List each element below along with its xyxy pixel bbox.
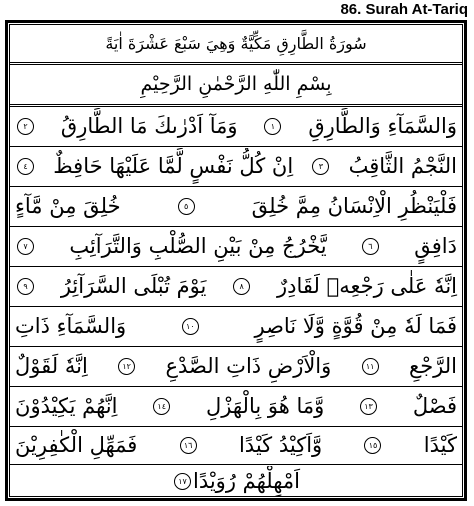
line-divider xyxy=(9,146,463,147)
verse-line-6: فَمَا لَهٗ مِنْ قُوَّةٍ وَّلَا نَاصِرٍ ١٠ وَالسَّمَآءِ ذَاتِ xyxy=(15,314,457,338)
ayah-number-marker: ١٠ xyxy=(182,318,199,335)
header-divider xyxy=(9,62,463,65)
ayah-number-marker: ١٤ xyxy=(153,398,170,415)
verse-line-2: النَّجْمُ الثَّاقِبُ ٣ اِنْ كُلُّ نَفْسٍ لَّمَّا عَلَيْهَا حَافِظٌ ٤ xyxy=(11,148,461,184)
ayah-number-marker: ٨ xyxy=(233,278,250,295)
verse-line-3: فَلْيَنْظُرِ الْاِنْسَانُ مِمَّ خُلِقَ ٥ خُلِقَ مِنْ مَّآءٍ xyxy=(15,194,457,218)
basmala-divider xyxy=(9,104,463,107)
line-divider xyxy=(9,226,463,227)
line-divider xyxy=(9,464,463,465)
verse-line-5: اِنَّهٗ عَلٰى رَجْعِهٖ لَقَادِرٌ ٨ يَوْمَ تُبْلَى السَّرَآئِرُ ٩ xyxy=(11,268,461,304)
ayah-number-marker: ٥ xyxy=(178,198,195,215)
ayah-number-marker: ٤ xyxy=(17,158,34,175)
ayah-number-marker: ١٦ xyxy=(180,437,197,454)
ayah-number-marker: ١٧ xyxy=(174,473,191,490)
ayah-number-marker: ١ xyxy=(264,118,281,135)
ayah-number-marker: ٢ xyxy=(17,118,34,135)
verse-line-1: وَالسَّمَآءِ وَالطَّارِقِ ١ وَمَآ اَدْرٰىكَ مَا الطَّارِقُ ٢ xyxy=(11,108,461,144)
verse-line-8: فَصْلٌ ١٣ وَّمَا هُوَ بِالْهَزْلِ ١٤ اِنَّهُمْ يَكِيْدُوْنَ xyxy=(15,394,457,418)
verse-line-7: الرَّجْعِ ١١ وَالْاَرْضِ ذَاتِ الصَّدْعِ ١٢ اِنَّهٗ لَقَوْلٌ xyxy=(15,354,457,378)
ayah-number-marker: ١٥ xyxy=(364,437,381,454)
line-divider xyxy=(9,266,463,267)
verse-line-10: اَمْهِلْهُمْ رُوَيْدًا ١٧ xyxy=(11,466,461,496)
surah-heading: سُورَةُ الطَّارِقِ مَكِّيَّةٌ وَهِيَ سَبْعَ عَشْرَةَ اٰيَةً xyxy=(105,33,367,53)
ayah-number-marker: ٩ xyxy=(17,278,34,295)
ayah-number-marker: ٧ xyxy=(17,238,34,255)
surah-title-label: 86. Surah At-Tariq xyxy=(340,1,468,18)
line-divider xyxy=(9,306,463,307)
ayah-number-marker: ٦ xyxy=(362,238,379,255)
ayah-number-marker: ١٣ xyxy=(360,398,377,415)
line-divider xyxy=(9,186,463,187)
ayah-number-marker: ٣ xyxy=(312,158,329,175)
ayah-number-marker: ١١ xyxy=(362,358,379,375)
basmala: بِسْمِ اللّٰهِ الرَّحْمٰنِ الرَّحِيْمِ xyxy=(140,73,332,95)
line-divider xyxy=(9,386,463,387)
verse-line-4: دَافِقٍ ٦ يَّخْرُجُ مِنْ بَيْنِ الصُّلْبِ وَالتَّرَآئِبِ ٧ xyxy=(11,228,461,264)
verse-line-9: كَيْدًا ١٥ وَّاَكِيْدُ كَيْدًا ١٦ فَمَهِّلِ الْكٰفِرِيْنَ xyxy=(15,433,457,457)
line-divider xyxy=(9,426,463,427)
line-divider xyxy=(9,346,463,347)
ayah-number-marker: ١٢ xyxy=(118,358,135,375)
